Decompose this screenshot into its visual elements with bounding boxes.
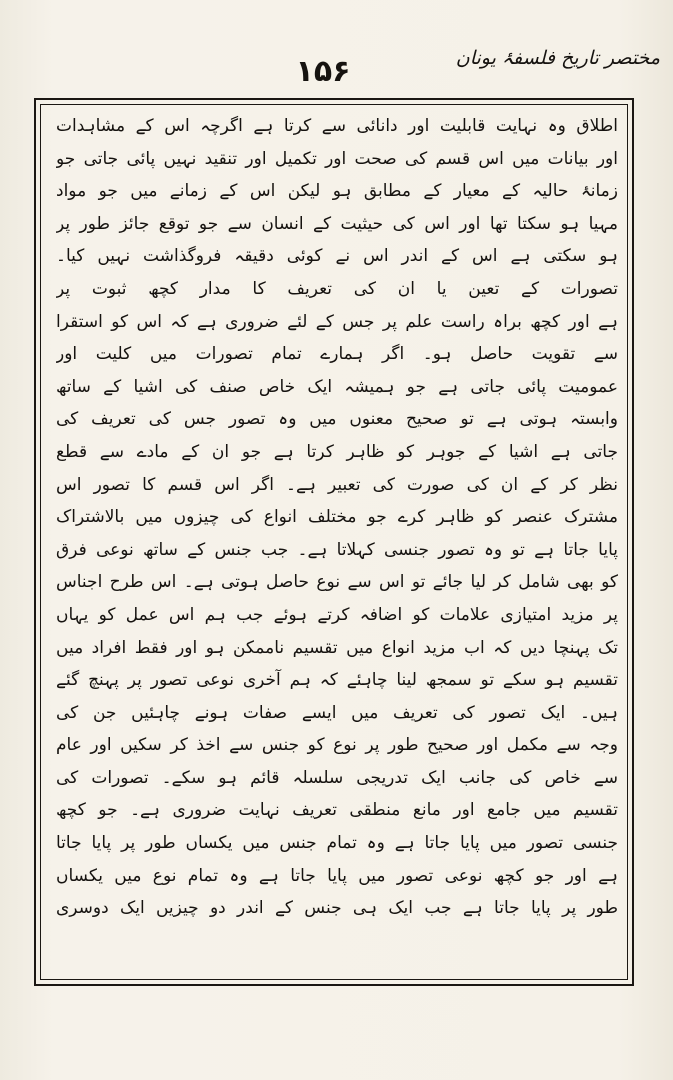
text-line: جنسی تصور میں پایا جاتا ہے وہ تمام جنس میں یکساں طور پر پایا جاتا bbox=[56, 833, 618, 854]
text-line: وجہ سے مکمل اور صحیح طور پر نوع کو جنس سے اخذ کر سکیں اور عام bbox=[56, 735, 618, 756]
text-line: تقسیم ہو سکے تو سمجھ لینا چاہئے کہ ہم آخری نوعی تصور پر پہنچ گئے bbox=[56, 670, 618, 691]
text-line: مشترک عنصر کو ظاہر کرے جو مختلف انواع کی چیزوں میں بالاشتراک bbox=[56, 507, 618, 528]
text-line: جاتی ہے اشیا کے جوہر کو ظاہر کرتا ہے جو ان کے مادے سے قطع bbox=[56, 441, 618, 462]
running-title: مختصر تاریخ فلسفۂ یونان bbox=[455, 47, 660, 69]
text-line: وابستہ ہوتی ہے تو صحیح معنوں میں وہ تصور جس کی تعریف کی bbox=[56, 409, 618, 430]
text-line: ہو سکتی ہے اس کے اندر اس نے کوئی دقیقہ فروگذاشت نہیں کیا۔ bbox=[56, 246, 618, 267]
text-line: اطلاق وہ نہایت قابلیت اور دانائی سے کرتا ہے اگرچہ اس کے مشاہدات bbox=[56, 116, 618, 136]
text-line: ہیں۔ ایک تصور کی تعریف میں ایسے صفات ہونے چاہئیں جن کی bbox=[56, 702, 618, 723]
page-header bbox=[0, 0, 673, 100]
text-line: کو بھی شامل کر لیا جائے تو اس سے نوع حاصل ہوتی ہے۔ اس طرح اجناس bbox=[56, 572, 618, 593]
text-line: پایا جاتا ہے تو وہ تصور جنسی کہلاتا ہے۔ جب جنس کے ساتھ نوعی فرق bbox=[56, 539, 618, 560]
text-line: تک پہنچا دیں کہ اب مزید انواع میں تقسیم ناممکن ہو اور فقط افراد میں bbox=[56, 637, 618, 658]
text-line: پر مزید امتیازی علامات کو اضافہ کرتے ہوئے جب ہم اس عمل کو یہاں bbox=[56, 604, 618, 625]
text-line: مہیا ہو سکتا تھا اور اس کی حیثیت کے انسان سے جو توقع جائز طور پر bbox=[56, 213, 618, 234]
text-line: نظر کر کے ان کی صورت کی تعبیر ہے۔ اگر اس قسم کا تصور اس bbox=[56, 474, 618, 495]
text-line: زمانۂ حالیہ کے معیار کے مطابق ہو لیکن اس کے زمانے میں جو مواد bbox=[56, 181, 618, 202]
page-number: ۱۵۶ bbox=[295, 54, 351, 89]
text-line: عمومیت پائی جاتی ہے جو ہمیشہ ایک خاص صنف کی اشیا کے ساتھ bbox=[56, 376, 618, 397]
text-line: طور پر پایا جاتا ہے جب ایک ہی جنس کے اندر دو چیزیں ایک دوسری bbox=[56, 898, 618, 919]
text-line: ہے اور کچھ براہ راست علم پر جس کے لئے ضروری ہے کہ اس کو استقرا bbox=[56, 311, 618, 332]
text-line: تصورات کے تعین یا ان کی تعریف کا مدار کچھ ثبوت پر bbox=[56, 278, 618, 299]
body-text bbox=[56, 110, 618, 980]
text-line: ہے اور جو کچھ نوعی تصور میں پایا جاتا ہے وہ تمام نوع میں یکساں bbox=[56, 865, 618, 886]
text-line: سے تقویت حاصل ہو۔ اگر ہمارے تمام تصورات میں کلیت اور bbox=[56, 344, 618, 365]
text-line: تقسیم میں جامع اور مانع منطقی تعریف نہایت ضروری ہے۔ جو کچھ bbox=[56, 800, 618, 821]
text-line: اور بیانات میں اس قسم کی صحت اور تکمیل اور تنقید نہیں پائی جاتی جو bbox=[56, 148, 618, 169]
text-line: سے خاص کی جانب ایک تدریجی سلسلہ قائم ہو سکے۔ تصورات کی bbox=[56, 767, 618, 788]
